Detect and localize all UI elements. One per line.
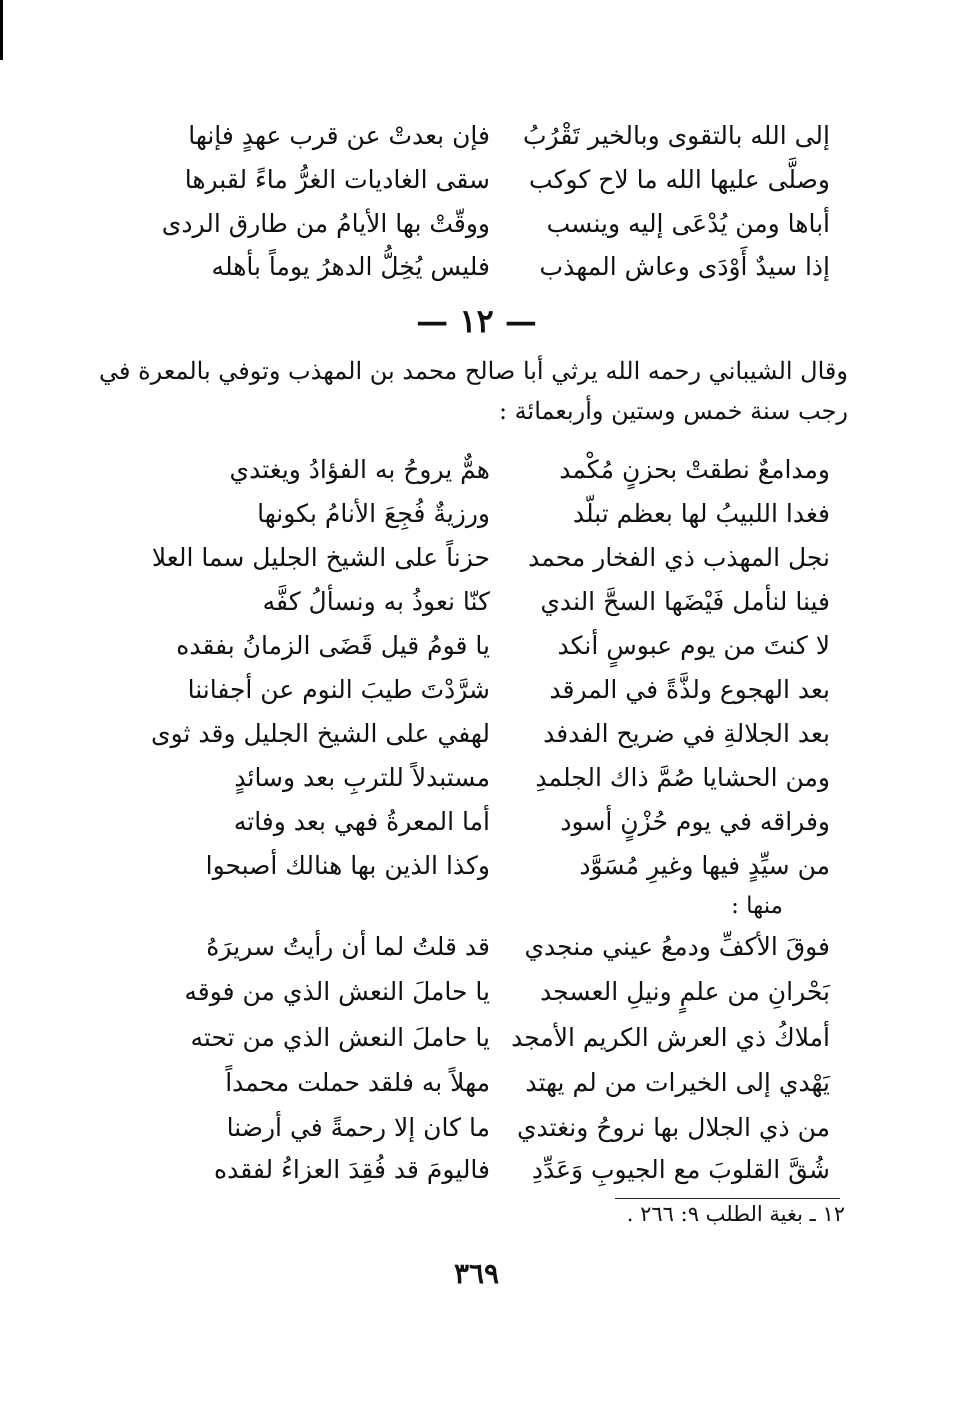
verse-first-hemistich: لهفي على الشيخ الجليل وقد ثوى xyxy=(151,719,490,748)
verse-first-hemistich: فاليومَ قد فُقِدَ العزاءُ لفقده xyxy=(214,1155,490,1184)
verse-first-hemistich: مهلاً به فلقد حملت محمداً xyxy=(225,1068,490,1097)
verse-first-hemistich: يا حاملَ النعش الذي من تحته xyxy=(190,1023,490,1052)
verse-second-hemistich: ومن الحشايا صُمَّ ذاك الجلمدِ xyxy=(535,763,830,792)
verse-line xyxy=(170,800,830,844)
verse-first-hemistich: ووقّتْ بها الأيامُ من طارق الردى xyxy=(161,209,490,238)
verse-line xyxy=(170,1106,830,1150)
verse-line xyxy=(170,668,830,712)
verse-line xyxy=(170,245,830,289)
verse-second-hemistich: بعد الجلالةِ في ضريح الفدفد xyxy=(543,719,830,748)
verse-second-hemistich: وصلَّى عليها الله ما لاح كوكب xyxy=(529,165,830,194)
verse-first-hemistich: ما كان إلا رحمةً في أرضنا xyxy=(226,1113,490,1142)
verse-second-hemistich: فينا لنأمل فَيْضَها السحَّ الندي xyxy=(540,587,830,616)
verse-line xyxy=(170,492,830,536)
verse-line xyxy=(161,202,830,246)
verse-line xyxy=(151,536,830,580)
verse-second-hemistich: من سيِّدٍ فيها وغيرِ مُسَوَّد xyxy=(579,851,830,880)
verse-line xyxy=(170,1016,830,1060)
verse-second-hemistich: من ذي الجلال بها نروحُ ونغتدي xyxy=(516,1113,830,1142)
verse-second-hemistich: فغدا اللبيبُ لها بعظم تبلّد xyxy=(572,499,830,528)
verse-line xyxy=(170,756,830,800)
verse-first-hemistich: ورزيةٌ فُجِعَ الأنامُ بكونها xyxy=(257,499,490,528)
verse-line xyxy=(170,624,830,668)
verse-second-hemistich: ومدامعٌ نطقتْ بحزنٍ مُكْمد xyxy=(559,455,830,484)
verse-first-hemistich: شرَّدْتَ طيبَ النوم عن أجفاننا xyxy=(187,675,490,704)
intro-line-1: وقال الشيباني رحمه الله يرثي أبا صالح محمد بن المهذب وتوفي بالمعرة في xyxy=(98,357,848,385)
verse-line xyxy=(170,1061,830,1105)
minha-label: منها : xyxy=(731,893,783,919)
verse-first-hemistich: كنّا نعوذُ به ونسألُ كفَّه xyxy=(262,587,490,616)
verse-second-hemistich: إلى الله بالتقوى وبالخير تَقْرُبُ xyxy=(523,121,830,150)
verse-first-hemistich: يا قومُ قيل قَضَى الزمانُ بفقده xyxy=(176,631,490,660)
verse-second-hemistich: بَحْرانِ من علمٍ ونيلِ العسجد xyxy=(540,977,830,1006)
verse-second-hemistich: لا كنتَ من يوم عبوسٍ أنكد xyxy=(557,631,830,660)
verse-second-hemistich: أباها ومن يُدْعَى إليه وينسب xyxy=(546,209,830,238)
verse-second-hemistich: شُقَّ القلوبَ مع الجيوبِ وَعَدِّدِ xyxy=(531,1155,830,1184)
verse-second-hemistich: بعد الهجوع ولذَّةً في المرقد xyxy=(549,675,830,704)
verse-line xyxy=(170,580,830,624)
verse-line xyxy=(170,1148,830,1192)
verse-second-hemistich: إذا سيدٌ أَوْدَى وعاش المهذب xyxy=(539,252,830,281)
verse-first-hemistich: فليس يُخِلُّ الدهرُ يوماً بأهله xyxy=(211,252,490,281)
verse-first-hemistich: همٌّ يروحُ به الفؤادُ ويغتدي xyxy=(229,455,490,484)
verse-first-hemistich: أما المعرةُ فهي بعد وفاته xyxy=(233,807,490,836)
verse-line xyxy=(170,448,830,492)
verse-first-hemistich: حزناً على الشيخ الجليل سما العلا xyxy=(151,543,490,572)
verse-first-hemistich: سقى الغاديات الغرُّ ماءً لقبرها xyxy=(184,165,490,194)
footnote-divider xyxy=(615,1198,840,1199)
section-number: — ١٢ — xyxy=(416,302,537,340)
footnote: ١٢ ـ بغية الطلب ٩: ٢٦٦ . xyxy=(626,1202,845,1226)
intro-line-2: رجب سنة خمس وستين وأربعمائة : xyxy=(498,397,848,425)
verse-second-hemistich: فوقَ الأكفِّ ودمعُ عيني منجدي xyxy=(524,932,830,961)
verse-first-hemistich: فإن بعدتْ عن قرب عهدٍ فإنها xyxy=(188,121,490,150)
verse-second-hemistich: يَهْدي إلى الخيرات من لم يهتد xyxy=(525,1068,830,1097)
verse-line xyxy=(170,925,830,969)
verse-first-hemistich: مستبدلاً للتربِ بعد وسائدٍ xyxy=(234,763,490,792)
page-number: ٣٦٩ xyxy=(453,1257,500,1290)
verse-line xyxy=(170,970,830,1014)
verse-first-hemistich: قد قلتُ لما أن رأيتُ سريرَهُ xyxy=(206,932,490,961)
verse-line xyxy=(151,712,830,756)
verse-second-hemistich: نجل المهذب ذي الفخار محمد xyxy=(528,543,830,572)
verse-line xyxy=(170,158,830,202)
scan-edge-mark xyxy=(0,0,3,60)
verse-line xyxy=(170,844,830,888)
verse-line xyxy=(170,114,830,158)
verse-first-hemistich: وكذا الذين بها هنالك أصبحوا xyxy=(205,851,490,880)
verse-second-hemistich: وفراقه في يوم حُزْنٍ أسود xyxy=(560,807,830,836)
verse-second-hemistich: أملاكُ ذي العرش الكريم الأمجد xyxy=(511,1023,830,1052)
verse-first-hemistich: يا حاملَ النعش الذي من فوقه xyxy=(184,977,490,1006)
